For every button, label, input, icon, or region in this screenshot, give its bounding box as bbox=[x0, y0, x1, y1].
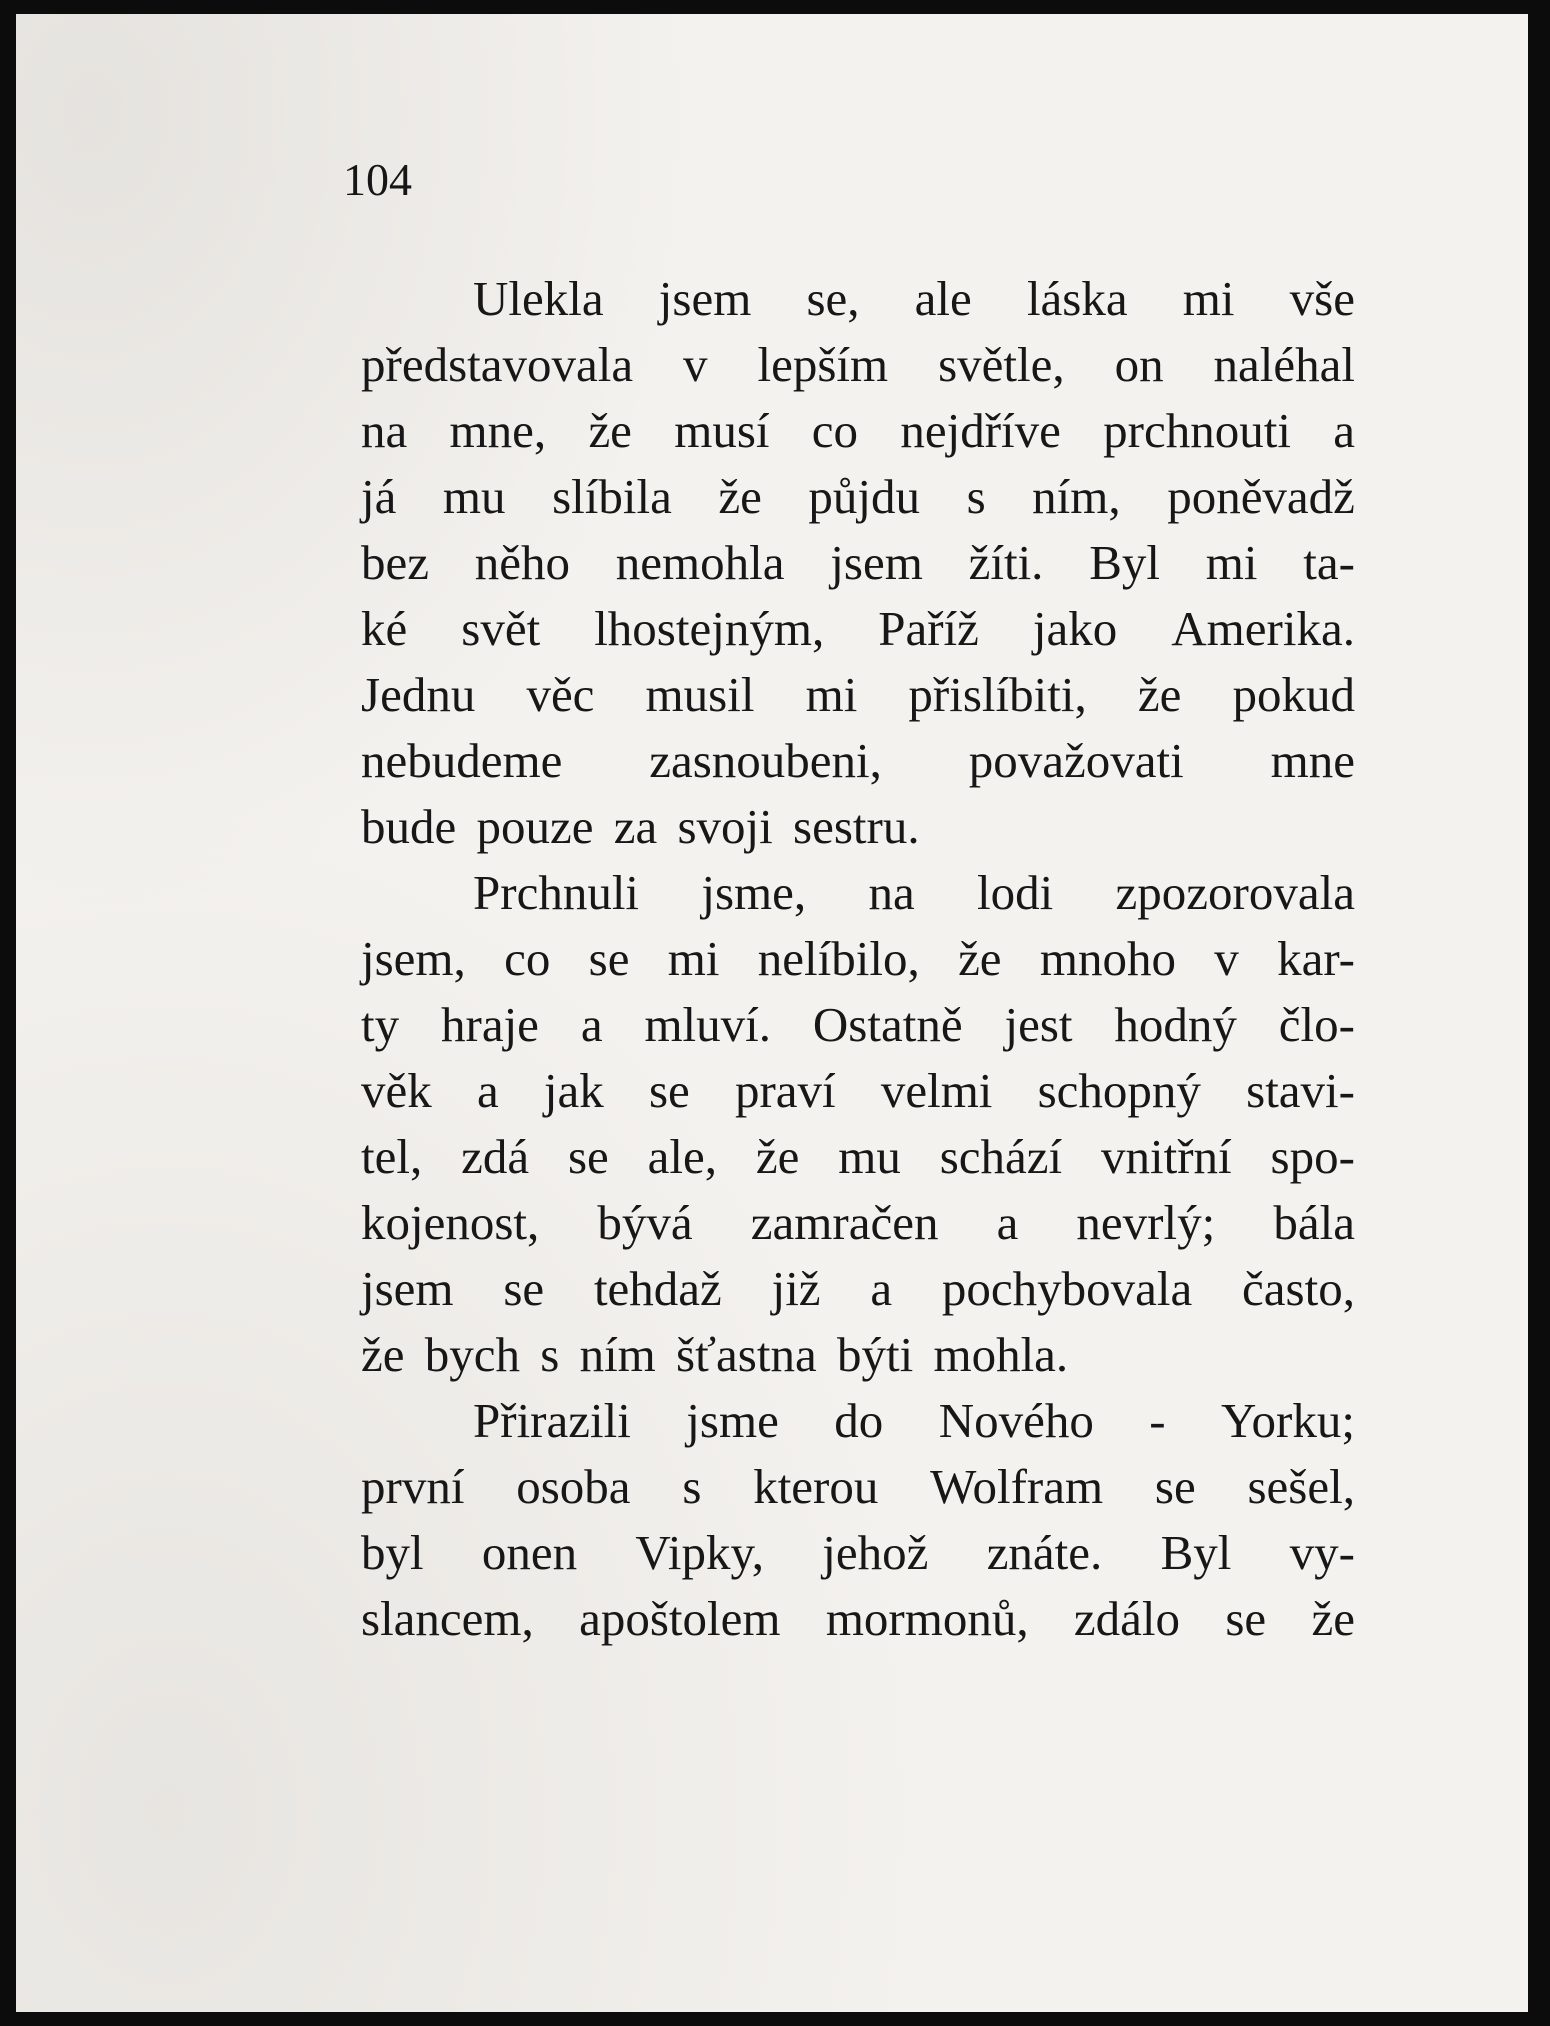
text-line: první osoba s kterou Wolfram se sešel, bbox=[361, 1459, 1355, 1514]
text-line: já mu slíbila že půjdu s ním, poněvadž bbox=[361, 469, 1355, 524]
book-page bbox=[16, 14, 1528, 2012]
text-line: byl onen Vipky, jehož znáte. Byl vy- bbox=[361, 1525, 1355, 1580]
text-line: Jednu věc musil mi přislíbiti, že pokud bbox=[361, 667, 1355, 722]
text-line: Ulekla jsem se, ale láska mi vše bbox=[473, 271, 1355, 326]
text-line: představovala v lepším světle, on naléhal bbox=[361, 337, 1355, 392]
text-line: bez něho nemohla jsem žíti. Byl mi ta- bbox=[361, 535, 1355, 590]
text-line: nebudeme zasnoubeni, považovati mne bbox=[361, 733, 1355, 788]
text-line: ty hraje a mluví. Ostatně jest hodný člo- bbox=[361, 997, 1355, 1052]
text-line: slancem, apoštolem mormonů, zdálo se že bbox=[361, 1591, 1355, 1646]
text-line: bude pouze za svoji sestru. bbox=[361, 799, 920, 854]
text-line: kojenost, bývá zamračen a nevrlý; bála bbox=[361, 1195, 1355, 1250]
text-line: ké svět lhostejným, Paříž jako Amerika. bbox=[361, 601, 1355, 656]
page-number: 104 bbox=[343, 154, 412, 205]
text-line: Přirazili jsme do Nového - Yorku; bbox=[473, 1393, 1355, 1448]
text-line: na mne, že musí co nejdříve prchnouti a bbox=[361, 403, 1355, 458]
text-line: jsem se tehdaž již a pochybovala často, bbox=[361, 1261, 1355, 1316]
text-line: Prchnuli jsme, na lodi zpozorovala bbox=[473, 865, 1355, 920]
body-text bbox=[361, 266, 1355, 1652]
text-line: jsem, co se mi nelíbilo, že mnoho v kar- bbox=[361, 931, 1355, 986]
text-line: věk a jak se praví velmi schopný stavi- bbox=[361, 1063, 1355, 1118]
text-line: tel, zdá se ale, že mu schází vnitřní spo- bbox=[361, 1129, 1355, 1184]
text-line: že bych s ním šťastna býti mohla. bbox=[361, 1327, 1069, 1382]
